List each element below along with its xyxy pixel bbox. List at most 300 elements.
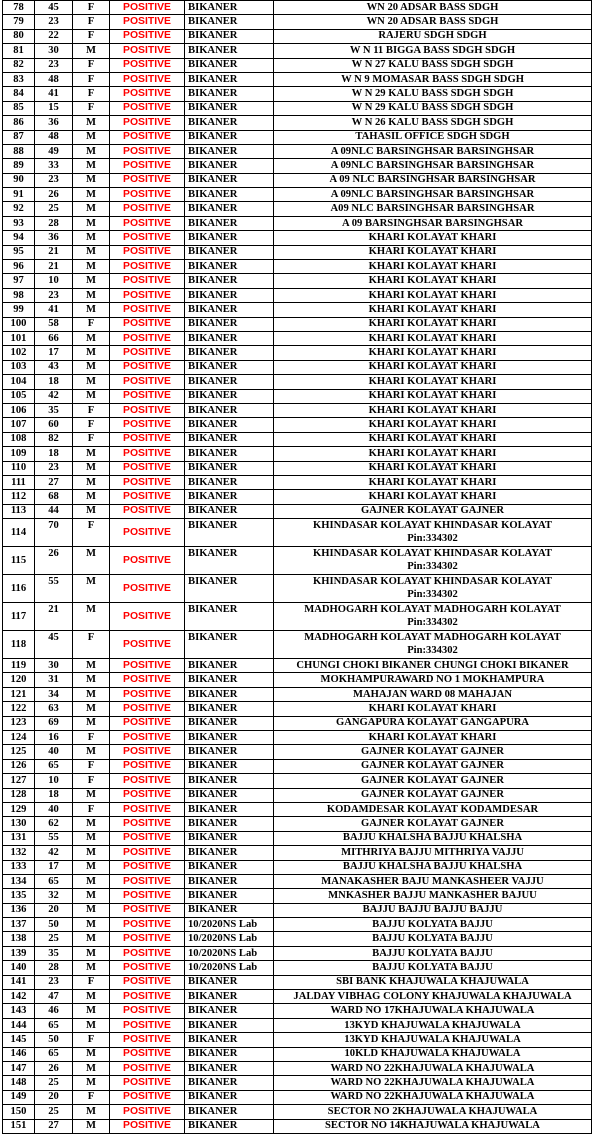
age-cell: 21	[35, 260, 73, 274]
address-cell: CHUNGI CHOKI BIKANER CHUNGI CHOKI BIKANER	[274, 659, 592, 673]
age-cell: 40	[35, 745, 73, 759]
result-cell: POSITIVE	[110, 403, 185, 417]
sex-cell: F	[73, 15, 110, 29]
district-cell: BIKANER	[185, 1090, 274, 1104]
address-line: MADHOGARH KOLAYAT MADHOGARH KOLAYAT	[304, 604, 561, 616]
age-cell: 20	[35, 903, 73, 917]
sex-cell: M	[73, 817, 110, 831]
table-row	[3, 231, 592, 245]
address-cell	[274, 575, 592, 603]
result-cell: POSITIVE	[110, 990, 185, 1004]
address-cell: WARD NO 17KHAJUWALA KHAJUWALA	[274, 1004, 592, 1018]
district-cell: 10/2020NS Lab	[185, 918, 274, 932]
address-cell: KHARI KOLAYAT KHARI	[274, 389, 592, 403]
result-cell: POSITIVE	[110, 1033, 185, 1047]
serial-number-cell: 78	[3, 1, 35, 15]
address-cell: KHARI KOLAYAT KHARI	[274, 403, 592, 417]
serial-number-cell: 85	[3, 101, 35, 115]
address-cell: W N 26 KALU BASS SDGH SDGH	[274, 116, 592, 130]
sex-cell: M	[73, 990, 110, 1004]
table-row	[3, 159, 592, 173]
address-cell: KHARI KOLAYAT KHARI	[274, 317, 592, 331]
result-cell: POSITIVE	[110, 461, 185, 475]
sex-cell: M	[73, 673, 110, 687]
result-cell: POSITIVE	[110, 1090, 185, 1104]
table-row	[3, 87, 592, 101]
district-cell: BIKANER	[185, 144, 274, 158]
table-row	[3, 975, 592, 989]
age-cell: 23	[35, 58, 73, 72]
serial-number-cell: 119	[3, 659, 35, 673]
address-cell: A 09 BARSINGHSAR BARSINGHSAR	[274, 216, 592, 230]
table-row	[3, 173, 592, 187]
address-cell: RAJERU SDGH SDGH	[274, 29, 592, 43]
result-cell: POSITIVE	[110, 860, 185, 874]
district-cell: BIKANER	[185, 87, 274, 101]
table-row	[3, 1076, 592, 1090]
district-cell: 10/2020NS Lab	[185, 961, 274, 975]
result-cell: POSITIVE	[110, 918, 185, 932]
sex-cell: M	[73, 188, 110, 202]
table-row	[3, 932, 592, 946]
address-cell: GANGAPURA KOLAYAT GANGAPURA	[274, 716, 592, 730]
sex-cell: M	[73, 1018, 110, 1032]
table-row	[3, 631, 592, 659]
result-cell: POSITIVE	[110, 144, 185, 158]
sex-cell: M	[73, 245, 110, 259]
address-cell: SBI BANK KHAJUWALA KHAJUWALA	[274, 975, 592, 989]
serial-number-cell: 96	[3, 260, 35, 274]
district-cell: BIKANER	[185, 687, 274, 701]
address-cell: KHARI KOLAYAT KHARI	[274, 346, 592, 360]
table-row	[3, 144, 592, 158]
sex-cell: M	[73, 260, 110, 274]
table-body	[3, 1, 592, 1134]
address-cell: KHARI KOLAYAT KHARI	[274, 288, 592, 302]
district-cell: BIKANER	[185, 403, 274, 417]
result-cell: POSITIVE	[110, 702, 185, 716]
result-cell: POSITIVE	[110, 745, 185, 759]
result-cell: POSITIVE	[110, 360, 185, 374]
age-cell: 10	[35, 774, 73, 788]
table-row	[3, 889, 592, 903]
serial-number-cell: 140	[3, 961, 35, 975]
sex-cell: M	[73, 831, 110, 845]
sex-cell: M	[73, 130, 110, 144]
serial-number-cell: 141	[3, 975, 35, 989]
table-row	[3, 1105, 592, 1119]
serial-number-cell: 87	[3, 130, 35, 144]
table-row	[3, 1090, 592, 1104]
serial-number-cell: 126	[3, 759, 35, 773]
sex-cell: F	[73, 72, 110, 86]
district-cell: BIKANER	[185, 360, 274, 374]
age-cell: 23	[35, 975, 73, 989]
district-cell: BIKANER	[185, 389, 274, 403]
address-cell	[274, 547, 592, 575]
result-cell: POSITIVE	[110, 659, 185, 673]
result-cell: POSITIVE	[110, 759, 185, 773]
district-cell: BIKANER	[185, 659, 274, 673]
age-cell: 49	[35, 144, 73, 158]
age-cell: 23	[35, 15, 73, 29]
age-cell: 32	[35, 889, 73, 903]
result-cell: POSITIVE	[110, 418, 185, 432]
serial-number-cell: 144	[3, 1018, 35, 1032]
age-cell: 18	[35, 788, 73, 802]
table-row	[3, 731, 592, 745]
address-cell: JALDAY VIBHAG COLONY KHAJUWALA KHAJUWALA	[274, 990, 592, 1004]
serial-number-cell: 99	[3, 303, 35, 317]
serial-number-cell: 110	[3, 461, 35, 475]
district-cell: BIKANER	[185, 975, 274, 989]
table-row	[3, 774, 592, 788]
serial-number-cell: 150	[3, 1105, 35, 1119]
serial-number-cell: 104	[3, 375, 35, 389]
age-cell: 36	[35, 231, 73, 245]
sex-cell: M	[73, 144, 110, 158]
sex-cell: M	[73, 159, 110, 173]
table-row	[3, 317, 592, 331]
serial-number-cell: 136	[3, 903, 35, 917]
sex-cell: F	[73, 1033, 110, 1047]
address-cell: A 09NLC BARSINGHSAR BARSINGHSAR	[274, 144, 592, 158]
serial-number-cell: 127	[3, 774, 35, 788]
age-cell: 58	[35, 317, 73, 331]
table-row	[3, 860, 592, 874]
district-cell: BIKANER	[185, 702, 274, 716]
address-cell: BAJJU KHALSHA BAJJU KHALSHA	[274, 831, 592, 845]
sex-cell: F	[73, 519, 110, 547]
address-cell: SECTOR NO 2KHAJUWALA KHAJUWALA	[274, 1105, 592, 1119]
table-row	[3, 260, 592, 274]
table-row	[3, 331, 592, 345]
table-row	[3, 188, 592, 202]
sex-cell: M	[73, 575, 110, 603]
district-cell: BIKANER	[185, 331, 274, 345]
address-cell: KHARI KOLAYAT KHARI	[274, 360, 592, 374]
serial-number-cell: 146	[3, 1047, 35, 1061]
address-cell: W N 11 BIGGA BASS SDGH SDGH	[274, 44, 592, 58]
address-cell: BAJJU KOLYATA BAJJU	[274, 918, 592, 932]
serial-number-cell: 148	[3, 1076, 35, 1090]
serial-number-cell: 151	[3, 1119, 35, 1133]
patient-results-table	[2, 0, 592, 1134]
district-cell: 10/2020NS Lab	[185, 946, 274, 960]
address-cell: WN 20 ADSAR BASS SDGH	[274, 15, 592, 29]
table-row	[3, 360, 592, 374]
age-cell: 70	[35, 519, 73, 547]
serial-number-cell: 124	[3, 731, 35, 745]
age-cell: 30	[35, 44, 73, 58]
address-cell: KHARI KOLAYAT KHARI	[274, 702, 592, 716]
serial-number-cell: 97	[3, 274, 35, 288]
table-row	[3, 346, 592, 360]
district-cell: BIKANER	[185, 461, 274, 475]
district-cell: BIKANER	[185, 116, 274, 130]
serial-number-cell: 83	[3, 72, 35, 86]
age-cell: 63	[35, 702, 73, 716]
district-cell: BIKANER	[185, 202, 274, 216]
address-pin-line: Pin:334302	[407, 561, 458, 573]
address-line: KHINDASAR KOLAYAT KHINDASAR KOLAYAT	[313, 576, 552, 588]
district-cell: BIKANER	[185, 831, 274, 845]
district-cell: BIKANER	[185, 1119, 274, 1133]
address-cell: BAJJU KHALSHA BAJJU KHALSHA	[274, 860, 592, 874]
address-cell: KHARI KOLAYAT KHARI	[274, 432, 592, 446]
result-cell: POSITIVE	[110, 331, 185, 345]
age-cell: 20	[35, 1090, 73, 1104]
result-cell: POSITIVE	[110, 802, 185, 816]
serial-number-cell: 93	[3, 216, 35, 230]
table-row	[3, 745, 592, 759]
result-cell: POSITIVE	[110, 29, 185, 43]
table-row	[3, 831, 592, 845]
table-row	[3, 702, 592, 716]
serial-number-cell: 102	[3, 346, 35, 360]
serial-number-cell: 134	[3, 874, 35, 888]
table-row	[3, 918, 592, 932]
address-cell: MAHAJAN WARD 08 MAHAJAN	[274, 687, 592, 701]
address-cell	[274, 603, 592, 631]
district-cell: BIKANER	[185, 29, 274, 43]
serial-number-cell: 133	[3, 860, 35, 874]
address-line: KHINDASAR KOLAYAT KHINDASAR KOLAYAT	[313, 520, 552, 532]
district-cell: BIKANER	[185, 418, 274, 432]
serial-number-cell: 98	[3, 288, 35, 302]
sex-cell: F	[73, 58, 110, 72]
district-cell: BIKANER	[185, 731, 274, 745]
address-cell: 10KLD KHAJUWALA KHAJUWALA	[274, 1047, 592, 1061]
district-cell: BIKANER	[185, 1033, 274, 1047]
district-cell: BIKANER	[185, 817, 274, 831]
sex-cell: M	[73, 745, 110, 759]
serial-number-cell: 90	[3, 173, 35, 187]
table-row	[3, 788, 592, 802]
result-cell: POSITIVE	[110, 216, 185, 230]
sex-cell: M	[73, 1076, 110, 1090]
sex-cell: M	[73, 504, 110, 518]
serial-number-cell: 86	[3, 116, 35, 130]
serial-number-cell: 125	[3, 745, 35, 759]
sex-cell: F	[73, 29, 110, 43]
age-cell: 40	[35, 802, 73, 816]
result-cell: POSITIVE	[110, 774, 185, 788]
sex-cell: M	[73, 874, 110, 888]
age-cell: 45	[35, 631, 73, 659]
table-row	[3, 274, 592, 288]
age-cell: 28	[35, 961, 73, 975]
address-cell: W N 9 MOMASAR BASS SDGH SDGH	[274, 72, 592, 86]
age-cell: 26	[35, 188, 73, 202]
district-cell: BIKANER	[185, 274, 274, 288]
age-cell: 18	[35, 375, 73, 389]
address-pin-line: Pin:334302	[407, 617, 458, 629]
result-cell: POSITIVE	[110, 961, 185, 975]
district-cell: BIKANER	[185, 575, 274, 603]
result-cell: POSITIVE	[110, 932, 185, 946]
serial-number-cell: 107	[3, 418, 35, 432]
age-cell: 15	[35, 101, 73, 115]
table-row	[3, 432, 592, 446]
age-cell: 62	[35, 817, 73, 831]
age-cell: 82	[35, 432, 73, 446]
district-cell: BIKANER	[185, 1076, 274, 1090]
district-cell: BIKANER	[185, 475, 274, 489]
sex-cell: M	[73, 360, 110, 374]
serial-number-cell: 95	[3, 245, 35, 259]
table-row	[3, 216, 592, 230]
district-cell: BIKANER	[185, 101, 274, 115]
district-cell: BIKANER	[185, 860, 274, 874]
address-cell: MNKASHER BAJJU MANKASHER BAJUU	[274, 889, 592, 903]
age-cell: 34	[35, 687, 73, 701]
result-cell: POSITIVE	[110, 817, 185, 831]
age-cell: 21	[35, 245, 73, 259]
address-cell: BAJJU KOLYATA BAJJU	[274, 946, 592, 960]
serial-number-cell: 105	[3, 389, 35, 403]
sex-cell: M	[73, 1105, 110, 1119]
serial-number-cell: 145	[3, 1033, 35, 1047]
table-row	[3, 687, 592, 701]
age-cell: 50	[35, 1033, 73, 1047]
result-cell: POSITIVE	[110, 1062, 185, 1076]
address-cell: TAHASIL OFFICE SDGH SDGH	[274, 130, 592, 144]
district-cell: 10/2020NS Lab	[185, 932, 274, 946]
district-cell: BIKANER	[185, 216, 274, 230]
district-cell: BIKANER	[185, 1105, 274, 1119]
serial-number-cell: 114	[3, 519, 35, 547]
table-row	[3, 403, 592, 417]
sex-cell: M	[73, 303, 110, 317]
address-cell: GAJNER KOLAYAT GAJNER	[274, 774, 592, 788]
district-cell: BIKANER	[185, 15, 274, 29]
sex-cell: M	[73, 1119, 110, 1133]
address-cell: A 09 NLC BARSINGHSAR BARSINGHSAR	[274, 173, 592, 187]
sex-cell: F	[73, 975, 110, 989]
sex-cell: F	[73, 432, 110, 446]
address-pin-line: Pin:334302	[407, 645, 458, 657]
sex-cell: M	[73, 903, 110, 917]
sex-cell: M	[73, 447, 110, 461]
table-row	[3, 447, 592, 461]
district-cell: BIKANER	[185, 447, 274, 461]
result-cell: POSITIVE	[110, 15, 185, 29]
district-cell: BIKANER	[185, 504, 274, 518]
serial-number-cell: 129	[3, 802, 35, 816]
address-cell: KHARI KOLAYAT KHARI	[274, 490, 592, 504]
sex-cell: F	[73, 418, 110, 432]
sex-cell: M	[73, 1004, 110, 1018]
result-cell: POSITIVE	[110, 130, 185, 144]
table-row	[3, 716, 592, 730]
table-row	[3, 519, 592, 547]
sex-cell: M	[73, 961, 110, 975]
serial-number-cell: 138	[3, 932, 35, 946]
serial-number-cell: 109	[3, 447, 35, 461]
address-cell: KHARI KOLAYAT KHARI	[274, 331, 592, 345]
district-cell: BIKANER	[185, 759, 274, 773]
table-row	[3, 990, 592, 1004]
district-cell: BIKANER	[185, 58, 274, 72]
address-cell: GAJNER KOLAYAT GAJNER	[274, 504, 592, 518]
age-cell: 42	[35, 389, 73, 403]
sex-cell: M	[73, 389, 110, 403]
result-cell: POSITIVE	[110, 72, 185, 86]
result-cell: POSITIVE	[110, 202, 185, 216]
table-row	[3, 817, 592, 831]
district-cell: BIKANER	[185, 903, 274, 917]
result-cell: POSITIVE	[110, 831, 185, 845]
table-row	[3, 759, 592, 773]
serial-number-cell: 121	[3, 687, 35, 701]
district-cell: BIKANER	[185, 716, 274, 730]
address-cell: KHARI KOLAYAT KHARI	[274, 260, 592, 274]
serial-number-cell: 132	[3, 846, 35, 860]
district-cell: BIKANER	[185, 745, 274, 759]
age-cell: 23	[35, 288, 73, 302]
serial-number-cell: 111	[3, 475, 35, 489]
serial-number-cell: 101	[3, 331, 35, 345]
result-cell: POSITIVE	[110, 447, 185, 461]
district-cell: BIKANER	[185, 802, 274, 816]
age-cell: 28	[35, 216, 73, 230]
sex-cell: M	[73, 274, 110, 288]
result-cell: POSITIVE	[110, 346, 185, 360]
age-cell: 68	[35, 490, 73, 504]
address-cell: A 09NLC BARSINGHSAR BARSINGHSAR	[274, 188, 592, 202]
sex-cell: M	[73, 547, 110, 575]
sex-cell: F	[73, 759, 110, 773]
table-row	[3, 15, 592, 29]
result-cell: POSITIVE	[110, 490, 185, 504]
result-cell: POSITIVE	[110, 188, 185, 202]
table-row	[3, 1018, 592, 1032]
serial-number-cell: 113	[3, 504, 35, 518]
sex-cell: F	[73, 802, 110, 816]
address-line: MADHOGARH KOLAYAT MADHOGARH KOLAYAT	[304, 632, 561, 644]
serial-number-cell: 123	[3, 716, 35, 730]
serial-number-cell: 118	[3, 631, 35, 659]
sex-cell: M	[73, 331, 110, 345]
table-row	[3, 72, 592, 86]
address-cell: GAJNER KOLAYAT GAJNER	[274, 817, 592, 831]
address-cell: WARD NO 22KHAJUWALA KHAJUWALA	[274, 1090, 592, 1104]
age-cell: 25	[35, 1076, 73, 1090]
age-cell: 55	[35, 575, 73, 603]
serial-number-cell: 108	[3, 432, 35, 446]
district-cell: BIKANER	[185, 490, 274, 504]
address-cell: KHARI KOLAYAT KHARI	[274, 303, 592, 317]
table-row	[3, 1, 592, 15]
result-cell: POSITIVE	[110, 731, 185, 745]
address-cell: GAJNER KOLAYAT GAJNER	[274, 759, 592, 773]
result-cell: POSITIVE	[110, 375, 185, 389]
age-cell: 35	[35, 403, 73, 417]
table-row	[3, 504, 592, 518]
result-cell: POSITIVE	[110, 1105, 185, 1119]
age-cell: 66	[35, 331, 73, 345]
result-cell: POSITIVE	[110, 317, 185, 331]
district-cell: BIKANER	[185, 547, 274, 575]
address-cell	[274, 519, 592, 547]
result-cell: POSITIVE	[110, 87, 185, 101]
sex-cell: M	[73, 475, 110, 489]
district-cell: BIKANER	[185, 1004, 274, 1018]
district-cell: BIKANER	[185, 874, 274, 888]
serial-number-cell: 116	[3, 575, 35, 603]
address-cell: W N 29 KALU BASS SDGH SDGH	[274, 87, 592, 101]
